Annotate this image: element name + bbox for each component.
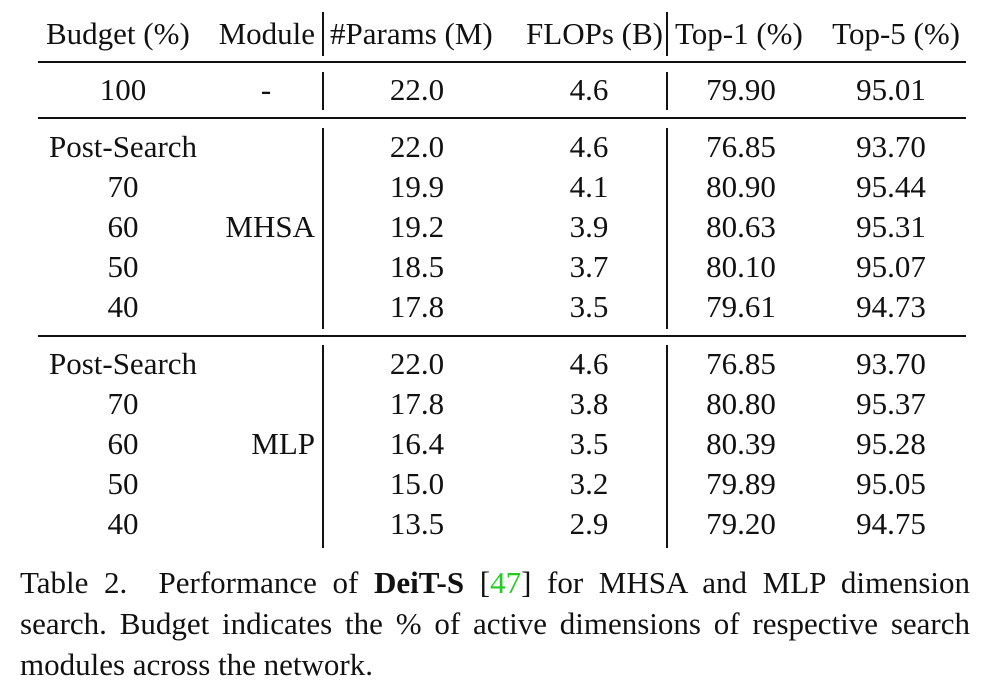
vrule-right — [666, 128, 668, 329]
vrule-right — [666, 72, 668, 110]
vrule-left — [322, 128, 324, 329]
flops-cell: 4.1 — [569, 169, 609, 204]
header-cell: Top-5 (%) — [832, 16, 960, 51]
top5-cell: 95.05 — [856, 466, 926, 501]
params-cell: 17.8 — [389, 386, 445, 421]
top5-cell: 93.70 — [856, 129, 926, 164]
top1-cell: 80.90 — [706, 169, 776, 204]
header-cell: FLOPs (B) — [526, 16, 663, 51]
vrule-left — [322, 345, 324, 548]
caption-text-pre: Performance of — [158, 565, 359, 600]
module-cell: MLP — [251, 426, 315, 461]
top1-cell: 80.39 — [706, 426, 776, 461]
flops-cell: 3.5 — [569, 426, 609, 461]
top1-cell: 79.89 — [706, 466, 776, 501]
budget-cell: 70 — [107, 169, 139, 204]
rule-baseline-bottom — [38, 117, 966, 119]
budget-cell: Post-Search — [48, 129, 198, 164]
flops-cell: 3.8 — [569, 386, 609, 421]
top5-cell: 95.44 — [856, 169, 926, 204]
params-cell: 22.0 — [389, 346, 445, 381]
module-cell: MHSA — [225, 209, 315, 244]
flops-cell: 4.6 — [569, 346, 609, 381]
flops-cell: 3.2 — [569, 466, 609, 501]
params-cell: 18.5 — [389, 249, 445, 284]
vrule-left — [322, 72, 324, 110]
top1-cell: 80.80 — [706, 386, 776, 421]
flops-cell: 2.9 — [569, 506, 609, 541]
top1-cell: 76.85 — [706, 346, 776, 381]
top1-cell: 76.85 — [706, 129, 776, 164]
table-caption — [20, 562, 970, 685]
caption-ref-open: [ — [479, 565, 491, 600]
params-cell: 15.0 — [389, 466, 445, 501]
top1-cell: 80.63 — [706, 209, 776, 244]
header-cell: Top-1 (%) — [675, 16, 803, 51]
budget-cell: 50 — [107, 249, 139, 284]
caption-ref-close: ] — [521, 565, 532, 600]
flops-cell: 4.6 — [569, 129, 609, 164]
budget-cell: Post-Search — [48, 346, 198, 381]
top5-cell: 95.28 — [856, 426, 926, 461]
budget-cell: 40 — [107, 289, 139, 324]
flops-cell: 3.7 — [569, 249, 609, 284]
header-cell: Budget (%) — [46, 16, 190, 51]
vrule-right — [666, 345, 668, 548]
budget-cell: 70 — [107, 386, 139, 421]
params-cell: 22.0 — [389, 129, 445, 164]
params-cell: 19.2 — [389, 209, 445, 244]
flops-cell: 3.5 — [569, 289, 609, 324]
budget-cell: 40 — [107, 506, 139, 541]
budget-cell: 50 — [107, 466, 139, 501]
top1-cell: 79.20 — [706, 506, 776, 541]
vrule-right — [666, 12, 668, 56]
flops-cell: 3.9 — [569, 209, 609, 244]
top5-cell: 95.37 — [856, 386, 926, 421]
params-cell: 17.8 — [389, 289, 445, 324]
top1-cell: 80.10 — [706, 249, 776, 284]
baseline-flops-cell: 4.6 — [569, 72, 609, 107]
caption-label: Table 2. — [20, 565, 128, 600]
params-cell: 16.4 — [389, 426, 445, 461]
budget-cell: 60 — [107, 426, 139, 461]
caption-text-post: for MHSA and MLP dimension search. Budget indicates the % of active dimensions of respective search modules across the network. — [20, 565, 971, 682]
top5-cell: 95.07 — [856, 249, 926, 284]
top5-cell: 94.75 — [856, 506, 926, 541]
top5-cell: 93.70 — [856, 346, 926, 381]
baseline-params-cell: 22.0 — [389, 72, 445, 107]
budget-cell: 60 — [107, 209, 139, 244]
caption-model-name: DeiT-S — [373, 565, 465, 600]
baseline-top1-cell: 79.90 — [706, 72, 776, 107]
rule-group-separator — [38, 335, 966, 337]
baseline-top5-cell: 95.01 — [856, 72, 926, 107]
header-cell: #Params (M) — [330, 16, 493, 51]
header-cell: Module — [218, 16, 315, 51]
vrule-left — [322, 12, 324, 56]
params-cell: 13.5 — [389, 506, 445, 541]
top5-cell: 94.73 — [856, 289, 926, 324]
top5-cell: 95.31 — [856, 209, 926, 244]
rule-header-bottom — [38, 61, 966, 63]
caption-citation-link[interactable]: 47 — [490, 565, 522, 600]
params-cell: 19.9 — [389, 169, 445, 204]
top1-cell: 79.61 — [706, 289, 776, 324]
baseline-module-cell: - — [260, 72, 272, 107]
baseline-budget-cell: 100 — [99, 72, 147, 107]
